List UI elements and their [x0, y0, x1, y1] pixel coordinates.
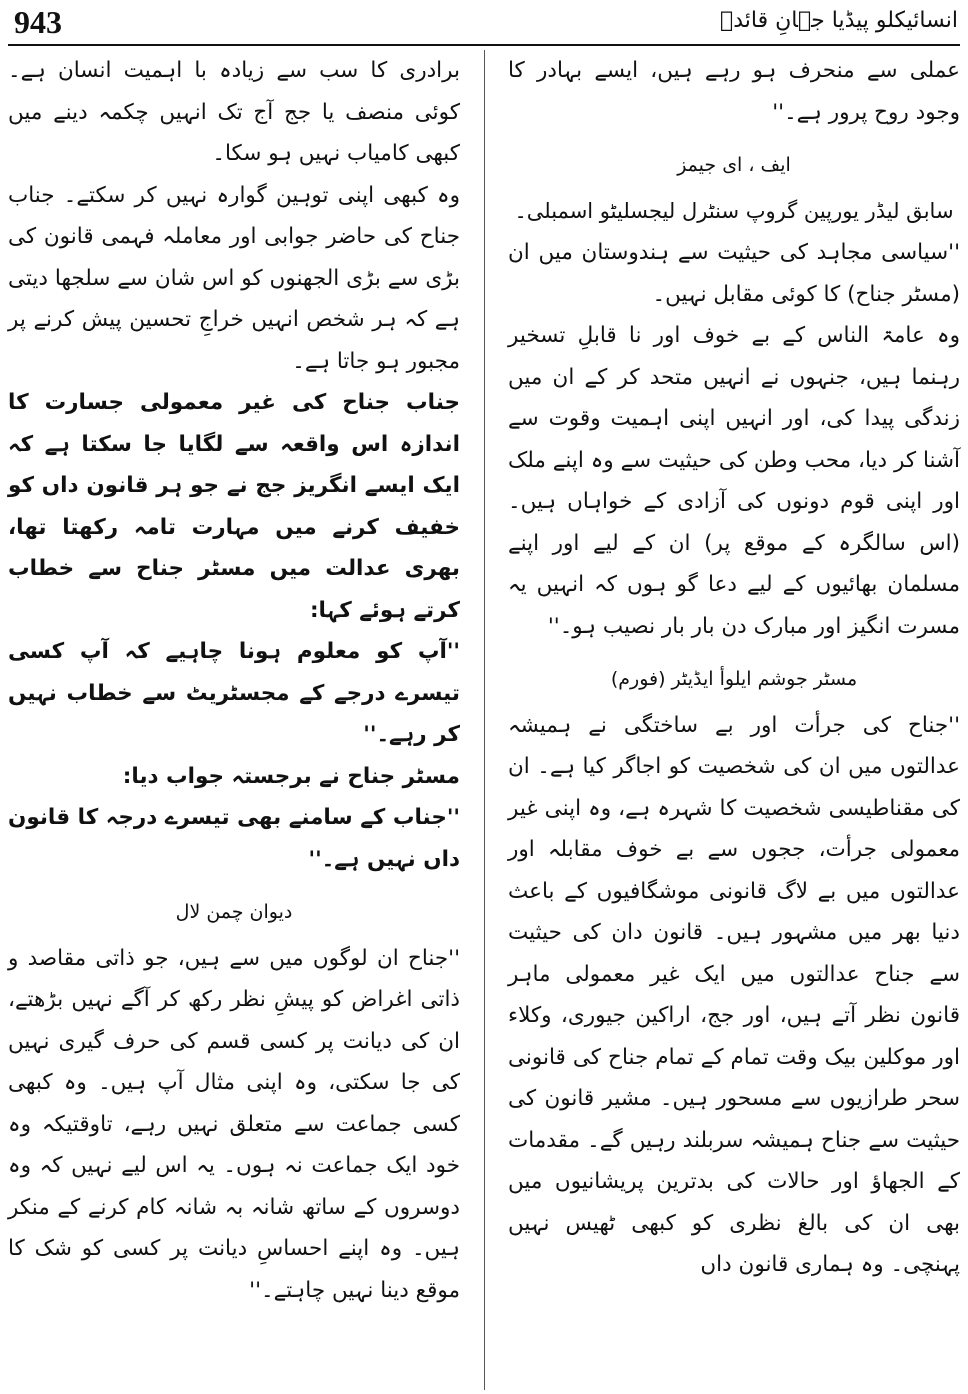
section-heading: مسٹر جوشم ایلوأ ایڈیٹر (فورم) [610, 668, 858, 690]
paragraph-bold: جناب جناح کی غیر معمولی جسارت کا اندازہ اس واقعہ سے لگایا جا سکتا ہے کہ ایک ایسے انگریز جج نے جو ہر قانون داں کو خفیف کرنے میں مہارت تامہ رکھتا تھا، بھری عدالت میں مسٹر جناح سے خطاب کرتے ہوئے کہا: [8, 390, 460, 623]
right-column [508, 50, 960, 1286]
paragraph-bold: مسٹر جناح نے برجستہ جواب دیا: [122, 763, 460, 789]
page-number: 943 [14, 4, 62, 40]
page-header [0, 0, 968, 46]
header-rule [8, 44, 960, 46]
paragraph: ''سیاسی مجاہد کی حیثیت سے ہندوستان میں ان (مسٹر جناح) کا کوئی مقابل نہیں۔ [508, 240, 960, 307]
paragraph: برادری کا سب سے زیادہ با اہمیت انسان ہے۔ کوئی منصف یا جج آج تک انہیں چکمہ دینے میں کبھی کامیاب نہیں ہو سکا۔ [8, 58, 460, 166]
paragraph: وہ کبھی اپنی توہین گوارہ نہیں کر سکتے۔ جناب جناح کی حاضر جوابی اور معاملہ فہمی قانون کی بڑی سے بڑی الجھنوں کو اس شان سے سلجھا دیتی ہے کہ ہر شخص انہیں خراجِ تحسین پیش کرنے پر مجبور ہو جاتا ہے۔ [8, 182, 460, 374]
paragraph: ''جناح کی جرأت اور بے ساختگی نے ہمیشہ عدالتوں میں ان کی شخصیت کو اجاگر کیا ہے۔ ان کی مقناطیسی شخصیت کا شہرہ ہے، وہ اپنی غیر معمولی جرأت، ججوں سے بے خوف مقابلہ اور عدالتوں میں بے لاگ قانونی موشگافیوں کے باعث دنیا بھر میں مشہور ہیں۔ قانون دان کی حیثیت سے جناح عدالتوں میں ایک غیر معمولی ماہر قانون نظر آتے ہیں، اور جج، اراکین جیوری، وکلاء اور موکلین بیک وقت تمام کے تمام جناح کی قانونی سحر طرازیوں سے مسحور ہیں۔ مشیر قانون کی حیثیت سے جناح ہمیشہ سربلند رہیں گے۔ مقدمات کے الجھاؤ اور حالات کی بدترین پریشانیوں میں بھی ان کی بالغ نظری کو کبھی ٹھیس نہیں پہنچی۔ وہ ہماری قانون داں [508, 712, 960, 1277]
left-column [8, 50, 460, 1311]
quote-bold: ''جناب کے سامنے بھی تیسرے درجہ کا قانون داں نہیں ہے۔'' [8, 805, 460, 872]
quote-bold: ''آپ کو معلوم ہونا چاہیے کہ آپ کسی تیسرے درجے کے مجسٹریٹ سے خطاب نہیں کر رہے۔'' [8, 639, 460, 747]
section-heading: ایف ، ای جیمز [677, 154, 791, 176]
paragraph: ''جناح ان لوگوں میں سے ہیں، جو ذاتی مقاصد و ذاتی اغراض کو پیشِ نظر رکھ کر آگے نہیں بڑھتے، ان کی دیانت پر کسی قسم کی حرف گیری نہیں کی جا سکتی، وہ اپنی مثال آپ ہیں۔ وہ کبھی کسی جماعت سے متعلق نہیں رہے، تاوقتیکہ وہ خود ایک جماعت نہ ہوں۔ یہ اس لیے نہیں کہ وہ دوسروں کے ساتھ شانہ بہ شانہ کام کرنے کے منکر ہیں۔ وہ اپنے احساسِ دیانت پر کسی کو شک کا موقع دینا نہیں چاہتے۔'' [8, 945, 460, 1303]
paragraph: وہ عامۃ الناس کے بے خوف اور نا قابلِ تسخیر رہنما ہیں، جنہوں نے انہیں متحد کر کے ان میں زندگی پیدا کی، اور انہیں اپنی اہمیت وقوت سے آشنا کر دیا، محب وطن کی حیثیت سے وہ اپنے ملک اور اپنی قوم دونوں کی آزادی کے خواہاں ہیں۔ (اس سالگرہ کے موقع پر) ان کے لیے اور اپنے مسلمان بھائیوں کے لیے دعا گو ہوں کہ انہیں یہ مسرت انگیز اور مبارک دن بار بار نصیب ہو۔'' [508, 323, 960, 639]
paragraph: عملی سے منحرف ہو رہے ہیں، ایسے بہادر کا وجود روح پرور ہے۔'' [508, 58, 960, 125]
section-heading: دیوان چمن لال [175, 901, 293, 923]
column-divider [484, 50, 485, 1390]
book-title: انسائیکلو پیڈیا جہانِ قائدؒ [720, 8, 958, 33]
section-subheading: سابق لیڈر یورپین گروپ سنٹرل لیجسلیٹو اسمبلی۔ [514, 198, 954, 223]
